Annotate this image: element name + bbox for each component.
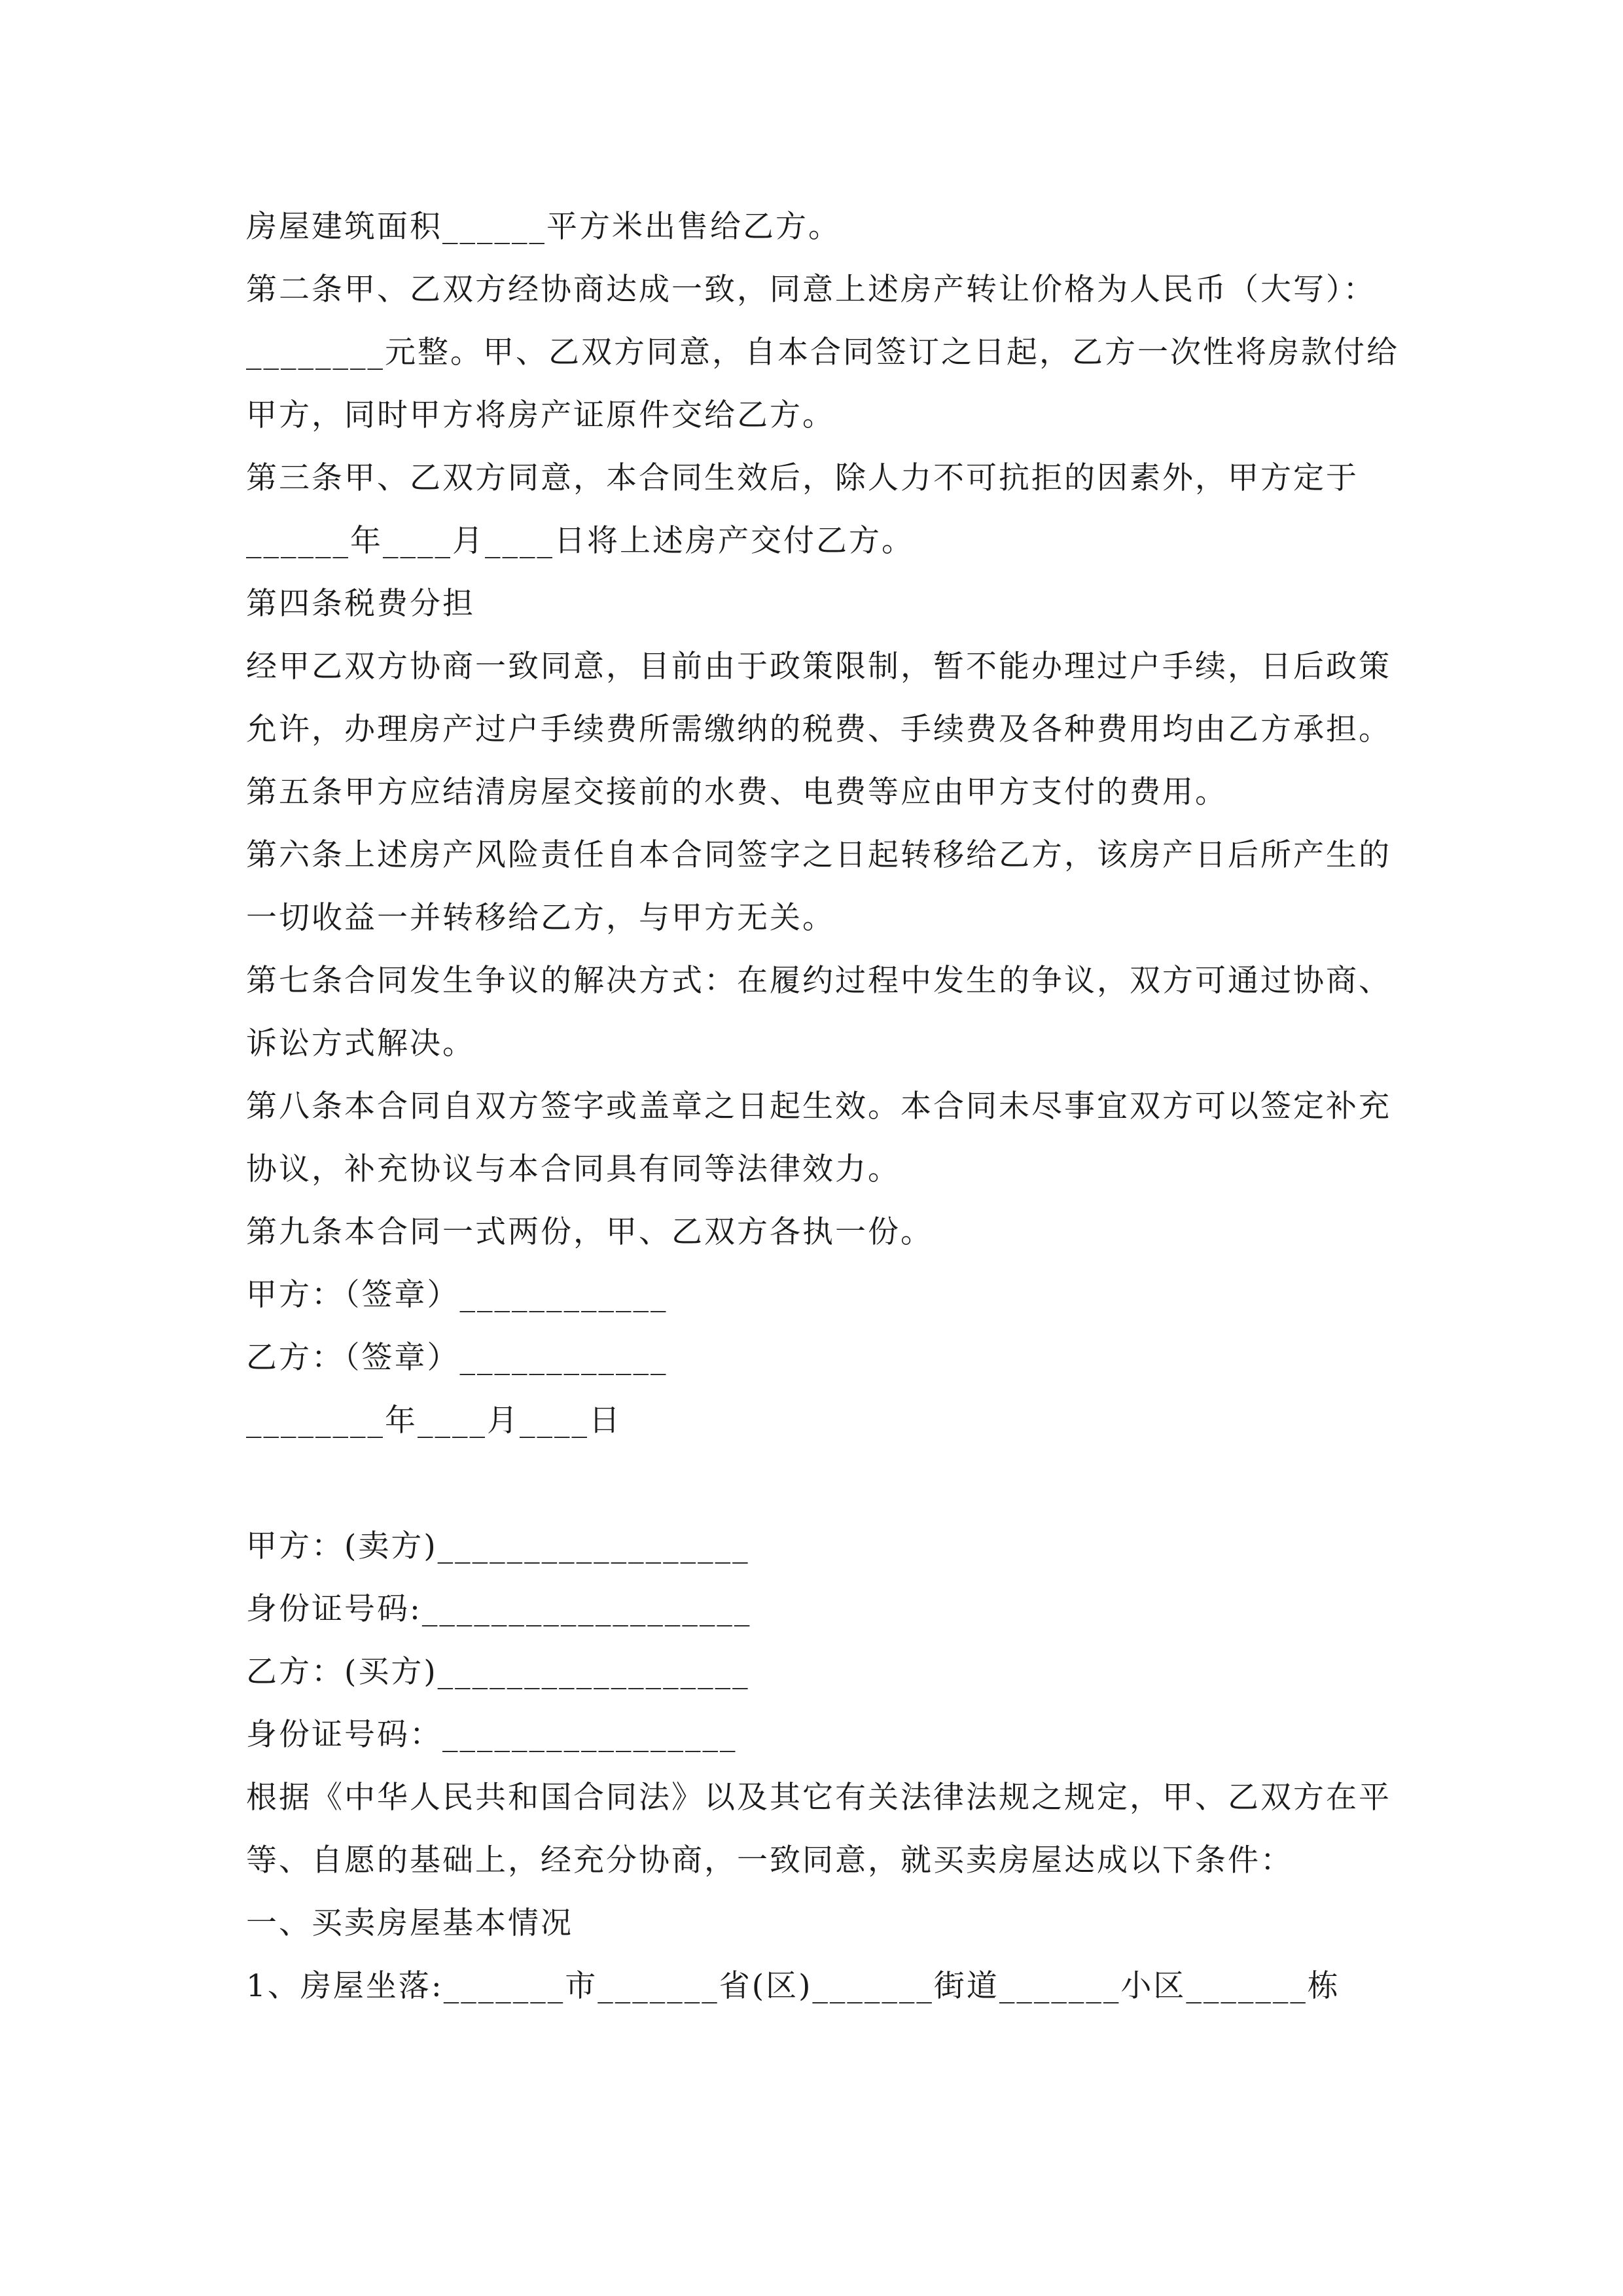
buyer-line: 乙方：(买方)__________________ [246,1654,750,1690]
text-line: ______年____月____日将上述房产交付乙方。 [246,523,914,559]
text-line: 根据《中华人民共和国合同法》以及其它有关法律法规之规定，甲、乙双方在平 [246,1780,1391,1816]
text-line: 第二条甲、乙双方经协商达成一致，同意上述房产转让价格为人民币（大写）： [246,272,1376,308]
date-line: ________年____月____日 [246,1403,622,1439]
text-line: 1、房屋坐落:_______市_______省(区)_______街道_______小区_______栋 [246,1968,1340,2004]
signature-line-party-b: 乙方：（签章）____________ [246,1340,668,1376]
text-line: 第五条甲方应结清房屋交接前的水费、电费等应由甲方支付的费用。 [246,774,1228,810]
text-line: 等、自愿的基础上，经充分协商，一致同意，就买卖房屋达成以下条件： [246,1842,1293,1878]
section-heading: 一、买卖房屋基本情况 [246,1905,573,1941]
text-line: 协议，补充协议与本合同具有同等法律效力。 [246,1151,901,1187]
text-line: 允许，办理房产过户手续费所需缴纳的税费、手续费及各种费用均由乙方承担。 [246,711,1391,747]
text-line: 一切收益一并转移给乙方，与甲方无关。 [246,900,835,936]
text-line: 诉讼方式解决。 [246,1026,475,1062]
buyer-id-line: 身份证号码：_________________ [246,1717,738,1753]
text-line: 甲方，同时甲方将房产证原件交给乙方。 [246,397,835,433]
text-line: 经甲乙双方协商一致同意，目前由于政策限制，暂不能办理过户手续，日后政策 [246,649,1391,685]
text-line: ________元整。甲、乙双方同意，自本合同签订之日起，乙方一次性将房款付给 [246,334,1399,370]
seller-line: 甲方：(卖方)__________________ [246,1528,750,1564]
text-line: 第四条税费分担 [246,586,475,622]
signature-line-party-a: 甲方：（签章）____________ [246,1277,668,1313]
text-line: 第七条合同发生争议的解决方式：在履约过程中发生的争议，双方可通过协商、 [246,963,1391,999]
text-line: 第九条本合同一式两份，甲、乙双方各执一份。 [246,1214,933,1250]
seller-id-line: 身份证号码:___________________ [246,1591,752,1627]
text-line: 第六条上述房产风险责任自本合同签字之日起转移给乙方，该房产日后所产生的 [246,837,1391,873]
text-line: 第八条本合同自双方签字或盖章之日起生效。本合同未尽事宜双方可以签定补充 [246,1088,1391,1124]
text-line: 第三条甲、乙双方同意，本合同生效后，除人力不可抗拒的因素外，甲方定于 [246,460,1359,496]
text-line: 房屋建筑面积______平方米出售给乙方。 [246,209,841,245]
